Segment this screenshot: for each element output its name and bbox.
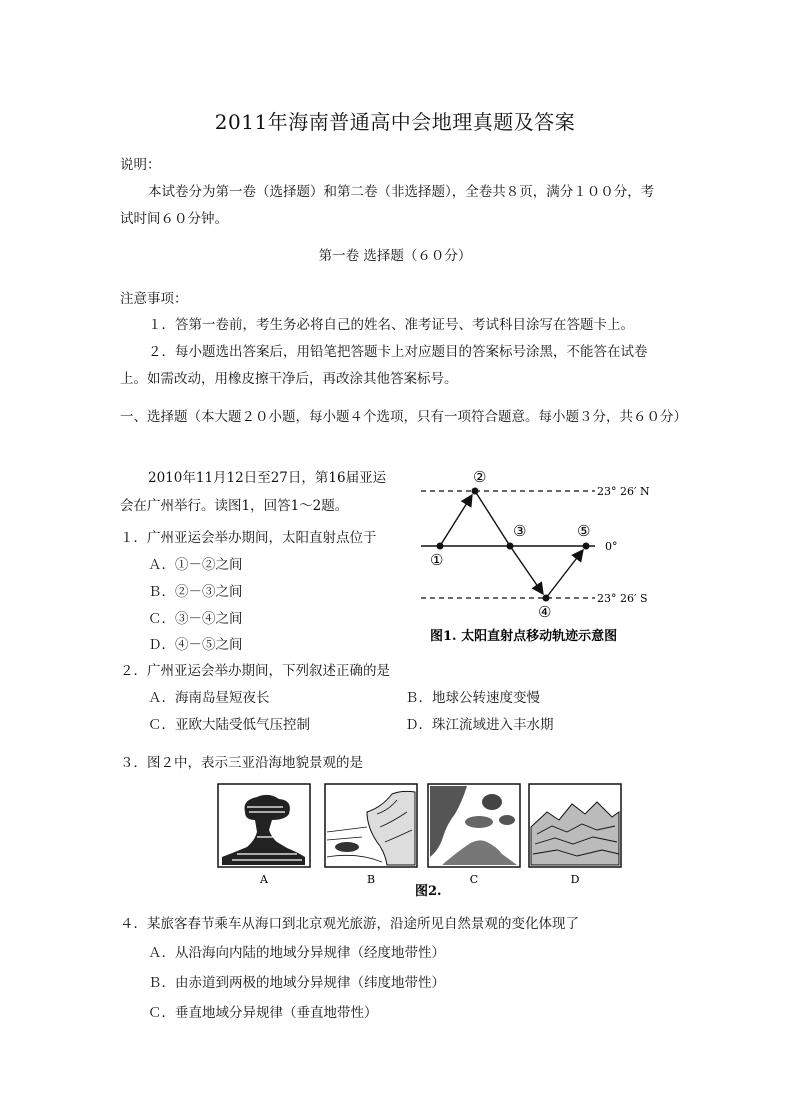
q1-option-d: Ｄ．④－⑤之间: [148, 637, 243, 653]
point-2-dot: [472, 488, 479, 495]
point-1-label: ①: [430, 551, 444, 569]
point-4-dot: [543, 595, 550, 602]
panel-d-label: D: [570, 873, 580, 886]
q1-option-c: Ｃ．③－④之间: [148, 611, 243, 627]
q2-option-a: Ａ．海南岛昼短夜长: [148, 690, 270, 706]
figure-2-panel-b: [325, 784, 417, 867]
q4-option-a: Ａ．从沿海向内陆的地域分异规律（经度地带性）: [148, 945, 445, 961]
figure-2-images: [217, 782, 627, 900]
q4-option-c: Ｃ．垂直地域分异规律（垂直地带性）: [148, 1005, 378, 1021]
arrow-4-5: [546, 550, 583, 598]
point-5-label: ⑤: [577, 522, 591, 540]
panel-a-label: A: [260, 873, 268, 886]
figure-1-diagram: [415, 462, 675, 652]
intro-label: 说明：: [120, 157, 161, 173]
point-1-dot: [437, 543, 444, 550]
arrow-3-4: [510, 546, 543, 594]
point-5-dot: [583, 543, 590, 550]
notes-label: 注意事项：: [120, 291, 188, 307]
section-title: 第一卷 选择题（６０分）: [318, 248, 472, 264]
panel-c-label: C: [469, 873, 479, 886]
q2-stem: ２．广州亚运会举办期间，下列叙述正确的是: [120, 663, 390, 679]
intro-line-1: 本试卷分为第一卷（选择题）和第二卷（非选择题），全卷共８页，满分１００分，考: [148, 184, 655, 200]
figure-2-panel-d: [529, 784, 621, 867]
arrow-1-2: [440, 495, 472, 546]
point-2-label: ②: [473, 468, 487, 486]
figure-2-panel-c: [428, 784, 520, 867]
intro-line-2: 试时间６０分钟。: [120, 211, 228, 227]
south-tropic-label: 23° 26′ S: [597, 592, 648, 605]
panel-b-label: B: [366, 873, 376, 886]
segment-2-3: [475, 491, 510, 546]
figure-1-caption: 图1. 太阳直射点移动轨迹示意图: [430, 629, 618, 644]
equator-label: 0°: [605, 540, 618, 553]
point-3-dot: [507, 543, 514, 550]
figure-2-caption: 图2.: [415, 884, 442, 899]
q4-option-b: Ｂ．由赤道到两极的地域分异规律（纬度地带性）: [148, 975, 445, 991]
notes-item-2-line-2: 上。如需改动，用橡皮擦干净后，再改涂其他答案标号。: [120, 371, 458, 387]
page-title: 2011年海南普通高中会地理真题及答案: [214, 110, 576, 134]
q1-stem: １．广州亚运会举办期间，太阳直射点位于: [120, 530, 377, 546]
q2-option-c: Ｃ．亚欧大陆受低气压控制: [148, 717, 310, 733]
q4-stem: ４．某旅客春节乘车从海口到北京观光旅游，沿途所见自然景观的变化体现了: [120, 916, 579, 932]
q3-stem: ３．图２中，表示三亚沿海地貌景观的是: [120, 755, 363, 771]
q1-option-b: Ｂ．②－③之间: [148, 584, 243, 600]
point-4-label: ④: [538, 603, 552, 621]
north-tropic-label: 23° 26′ N: [597, 485, 650, 498]
notes-item-2-line-1: ２．每小题选出答案后，用铅笔把答题卡上对应题目的答案标号涂黑，不能答在试卷: [148, 344, 648, 360]
figure-2-panel-a: [218, 784, 310, 867]
passage-line-2: 会在广州举行。读图1，回答1～2题。: [120, 498, 349, 514]
q1-option-a: Ａ．①－②之间: [148, 557, 243, 573]
q2-option-d: Ｄ．珠江流域进入丰水期: [405, 717, 554, 733]
q2-option-b: Ｂ．地球公转速度变慢: [405, 690, 540, 706]
point-3-label: ③: [513, 522, 527, 540]
passage-line-1: 2010年11月12日至27日，第16届亚运: [148, 470, 387, 486]
part1-heading: 一、选择题（本大题２０小题，每小题４个选项，只有一项符合题意。每小题３分，共６０分）: [120, 409, 687, 425]
notes-item-1: １．答第一卷前，考生务必将自己的姓名、准考证号、考试科目涂写在答题卡上。: [148, 317, 634, 333]
